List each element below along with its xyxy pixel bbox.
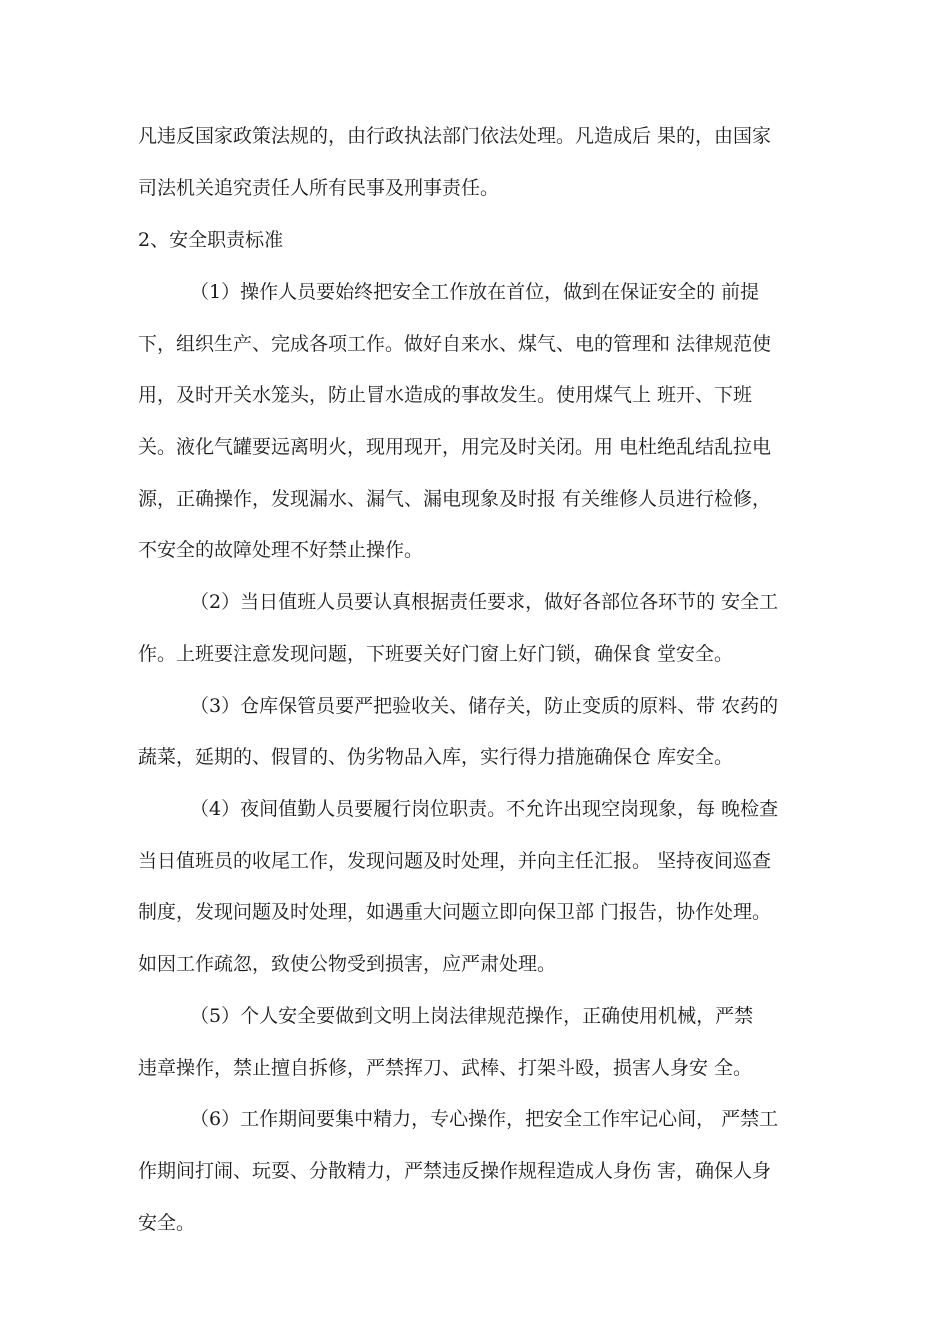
item-1-line-4: 关。液化气罐要远离明火，现用现开，用完及时关闭。用 电杜绝乱结乱拉电 — [138, 436, 772, 458]
item-2-line-2: 作。上班要注意发现问题，下班要关好门窗上好门锁，确保食 堂安全。 — [138, 643, 734, 665]
item-1-line-1: （1）操作人员要始终把安全工作放在首位，做到在保证安全的 前提 — [190, 281, 760, 303]
item-2-line-1: （2）当日值班人员要认真根据责任要求，做好各部位各环节的 安全工 — [190, 591, 779, 613]
item-4-line-3: 制度，发现问题及时处理，如遇重大问题立即向保卫部 门报告，协作处理。 — [138, 901, 772, 923]
item-4-line-1: （4）夜间值勤人员要履行岗位职责。不允许出现空岗现象，每 晚检查 — [190, 798, 779, 820]
item-6-line-1: （6）工作期间要集中精力，专心操作，把安全工作牢记心间， 严禁工 — [190, 1108, 779, 1130]
item-6-line-3: 安全。 — [138, 1212, 196, 1234]
item-5-line-1: （5）个人安全要做到文明上岗法律规范操作，正确使用机械，严禁 — [190, 1005, 754, 1027]
item-1-line-2: 下，组织生产、完成各项工作。做好自来水、煤气、电的管理和 法律规范使 — [138, 333, 772, 355]
item-4-line-4: 如因工作疏忽，致使公物受到损害，应严肃处理。 — [138, 953, 557, 975]
item-1-line-5: 源，正确操作，发现漏水、漏气、漏电现象及时报 有关维修人员进行检修， — [138, 488, 772, 510]
intro-line-2: 司法机关追究责任人所有民事及刑事责任。 — [138, 177, 500, 199]
section-heading: 2、安全职责标准 — [138, 229, 284, 251]
intro-line-1: 凡违反国家政策法规的，由行政执法部门依法处理。凡造成后 果的，由国家 — [138, 125, 772, 147]
item-5-line-2: 违章操作，禁止擅自拆修，严禁挥刀、武棒、打架斗殴，损害人身安 全。 — [138, 1057, 753, 1079]
item-1-line-3: 用，及时开关水笼头，防止冒水造成的事故发生。使用煤气上 班开、下班 — [138, 384, 753, 406]
item-3-line-2: 蔬菜，延期的、假冒的、伪劣物品入库，实行得力措施确保仓 库安全。 — [138, 746, 734, 768]
item-3-line-1: （3）仓库保管员要严把验收关、储存关，防止变质的原料、带 农药的 — [190, 695, 779, 717]
item-6-line-2: 作期间打闹、玩耍、分散精力，严禁违反操作规程造成人身伤 害，确保人身 — [138, 1160, 772, 1182]
item-4-line-2: 当日值班员的收尾工作，发现问题及时处理，并向主任汇报。 坚持夜间巡查 — [138, 850, 772, 872]
item-1-line-6: 不安全的故障处理不好禁止操作。 — [138, 539, 424, 561]
